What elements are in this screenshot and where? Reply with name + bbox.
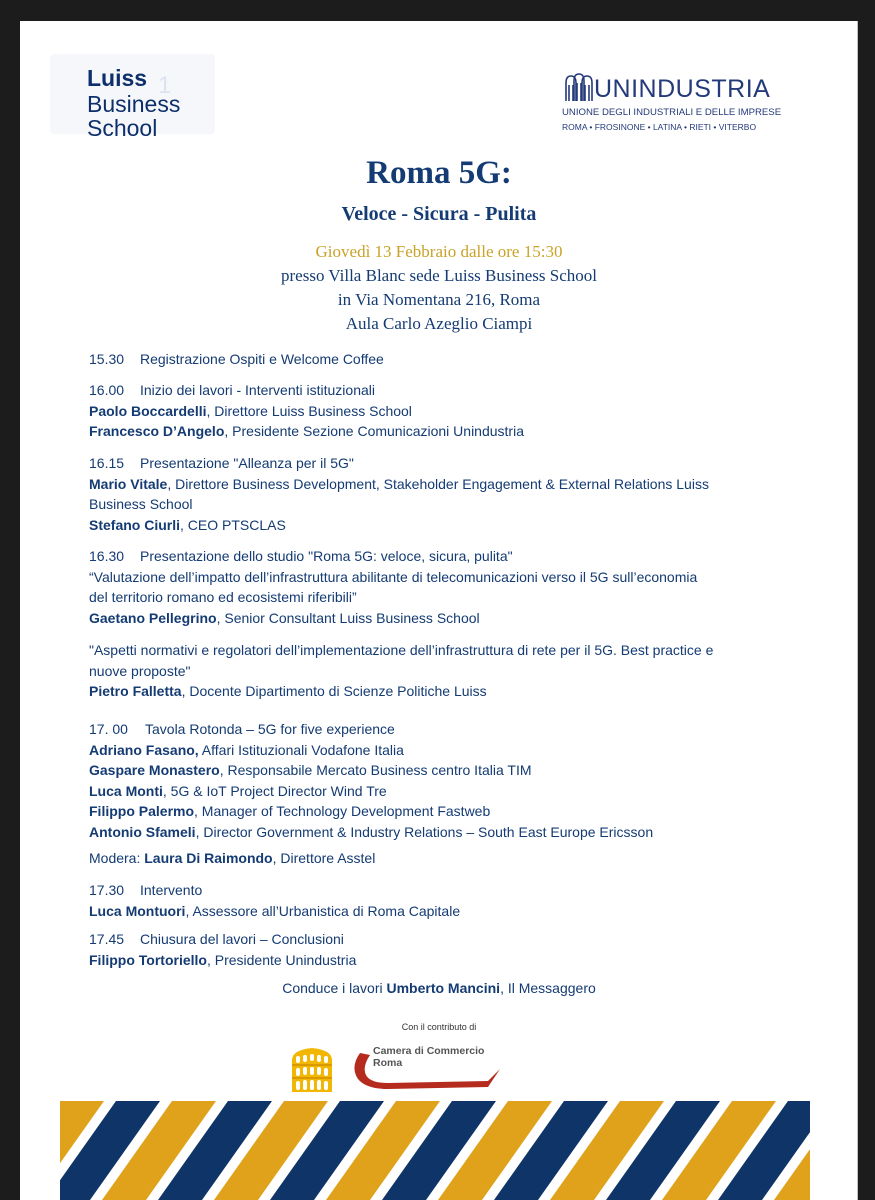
speaker-role: , Presidente Unindustria	[206, 951, 357, 968]
speaker-name: Antonio Sfameli	[89, 823, 196, 840]
colosseum-logo-icon	[288, 1042, 336, 1094]
logo-watermark-mark: 1	[158, 72, 172, 99]
venue-line-2: in Via Nomentana 216, Roma	[337, 290, 541, 309]
session-title: Tavola Rotonda – 5G for five experience	[145, 721, 395, 737]
speaker-line	[89, 950, 789, 971]
speaker-line	[89, 421, 789, 442]
speaker-line	[89, 608, 789, 629]
program-session	[89, 640, 789, 702]
session-time: 16.00	[89, 382, 125, 398]
chamber-name-line-2: Roma	[373, 1057, 403, 1069]
speaker-name: Stefano Ciurli	[89, 516, 181, 533]
unindustria-logo	[560, 71, 782, 132]
speaker-role: , Direttore Luiss Business School	[206, 402, 412, 419]
moderator-role: , Direttore Asstel	[272, 850, 376, 866]
program-session	[89, 380, 789, 442]
unindustria-emblem-icon	[564, 73, 594, 103]
session-title: Intervento	[140, 882, 203, 898]
session-title: Chiusura del lavori – Conclusioni	[140, 931, 344, 947]
moderator-line	[89, 848, 789, 869]
speaker-role: , 5G & IoT Project Director Wind Tre	[162, 782, 387, 799]
speaker-role: , Presidente Sezione Comunicazioni Unindustria	[224, 423, 524, 439]
speaker-role: , Direttore Business Development, Stakeholder Engagement & External Relations Luiss	[167, 475, 709, 492]
speaker-role: , Director Government & Industry Relations – South East Europe Ericsson	[195, 823, 654, 840]
host-suffix: , Il Messaggero	[500, 980, 596, 996]
speaker-line	[89, 515, 789, 536]
study-quote-line-2: nuove proposte"	[89, 662, 191, 679]
speaker-line	[89, 474, 789, 495]
speaker-line	[89, 401, 789, 422]
invitation-page	[20, 21, 858, 1200]
moderator-prefix: Modera:	[89, 850, 145, 866]
session-time: 15.30	[89, 351, 125, 367]
session-time: 17. 00	[89, 721, 128, 737]
speaker-line	[89, 760, 789, 781]
session-time: 16.30	[89, 548, 125, 564]
event-date: Giovedì 13 Febbraio dalle ore 15:30	[315, 242, 563, 261]
speaker-line	[89, 901, 789, 922]
study-quote-line-1: “Valutazione dell’impatto dell’infrastruttura abilitante di telecomunicazioni verso il 5G sull’economia	[89, 568, 698, 585]
venue-line-1: presso Villa Blanc sede Luiss Business School	[281, 266, 597, 285]
luiss-logo-line-3: School	[87, 115, 158, 141]
unindustria-wordmark: UNINDUSTRIA	[594, 75, 771, 103]
session-title: Registrazione Ospiti e Welcome Coffee	[140, 351, 384, 367]
speaker-name: Pietro Falletta	[89, 683, 182, 699]
speaker-name: Luca Montuori	[89, 902, 186, 919]
speaker-name: Paolo Boccardelli	[89, 402, 207, 419]
session-title: Inizio dei lavori - Interventi istituzionali	[140, 382, 375, 398]
contribution-label: Con il contributo di	[401, 1022, 477, 1032]
luiss-business-school-logo	[50, 54, 215, 141]
camera-di-commercio-logo	[348, 1039, 503, 1099]
speaker-role: , Assessore all’Urbanistica di Roma Capitale	[185, 902, 461, 919]
speaker-name: Adriano Fasano,	[89, 741, 199, 758]
speaker-name: Francesco D’Angelo	[89, 423, 225, 439]
speaker-role: Affari Istituzionali Vodafone Italia	[198, 741, 404, 758]
speaker-line	[89, 801, 789, 822]
venue-line-3: Aula Carlo Azeglio Ciampi	[345, 314, 533, 333]
session-time: 17.30	[89, 882, 125, 898]
unindustria-subtitle: UNIONE DEGLI INDUSTRIALI E DELLE IMPRESE	[562, 107, 782, 118]
speaker-role: , CEO PTSCLAS	[180, 516, 286, 533]
host-line	[20, 980, 858, 996]
speaker-name: Filippo Palermo	[89, 803, 195, 819]
program-session	[89, 880, 789, 921]
speaker-line	[89, 681, 789, 702]
host-name: Umberto Mancini	[386, 980, 501, 996]
speaker-role: , Docente Dipartimento di Scienze Politiche Luiss	[181, 683, 487, 699]
program-session	[89, 929, 789, 970]
luiss-logo-line-1: Luiss	[87, 65, 148, 91]
session-time: 16.15	[89, 455, 125, 471]
speaker-name: Gaetano Pellegrino	[89, 609, 217, 626]
speaker-line	[89, 822, 789, 843]
speaker-name: Luca Monti	[89, 782, 163, 799]
decorative-stripes	[60, 1101, 810, 1200]
study-quote-line-2: del territorio romano ed ecosistemi riferibili”	[89, 589, 357, 605]
unindustria-cities: ROMA • FROSINONE • LATINA • RIETI • VITERBO	[562, 122, 757, 132]
event-subtitle: Veloce - Sicura - Pulita	[341, 203, 537, 225]
luiss-logo-line-2: Business	[87, 91, 181, 117]
speaker-line	[89, 740, 789, 761]
moderator-name: Laura Di Raimondo	[144, 850, 273, 866]
program-session	[89, 453, 789, 535]
event-title: Roma 5G:	[366, 155, 512, 191]
session-title: Presentazione "Alleanza per il 5G"	[140, 455, 354, 471]
speaker-role: , Manager of Technology Development Fastweb	[194, 803, 491, 819]
speaker-role: , Responsabile Mercato Business centro Italia TIM	[219, 762, 532, 778]
speaker-name: Gaspare Monastero	[89, 762, 220, 778]
speaker-name: Filippo Tortoriello	[89, 951, 207, 968]
host-prefix: Conduce i lavori	[282, 980, 387, 996]
session-time: 17.45	[89, 931, 125, 947]
session-title: Presentazione dello studio "Roma 5G: veloce, sicura, pulita"	[140, 548, 513, 564]
speaker-line	[89, 781, 789, 802]
speaker-name: Mario Vitale	[89, 475, 168, 492]
program-session	[89, 546, 789, 628]
program-session	[89, 719, 789, 842]
speaker-role: , Senior Consultant Luiss Business School	[216, 609, 480, 626]
study-quote-line-1: "Aspetti normativi e regolatori dell’implementazione dell’infrastruttura di rete per il 5G. Best practice e	[89, 642, 714, 658]
chamber-name-line-1: Camera di Commercio	[373, 1045, 485, 1057]
speaker-role-continued: Business School	[89, 496, 193, 512]
program-session	[89, 349, 789, 370]
